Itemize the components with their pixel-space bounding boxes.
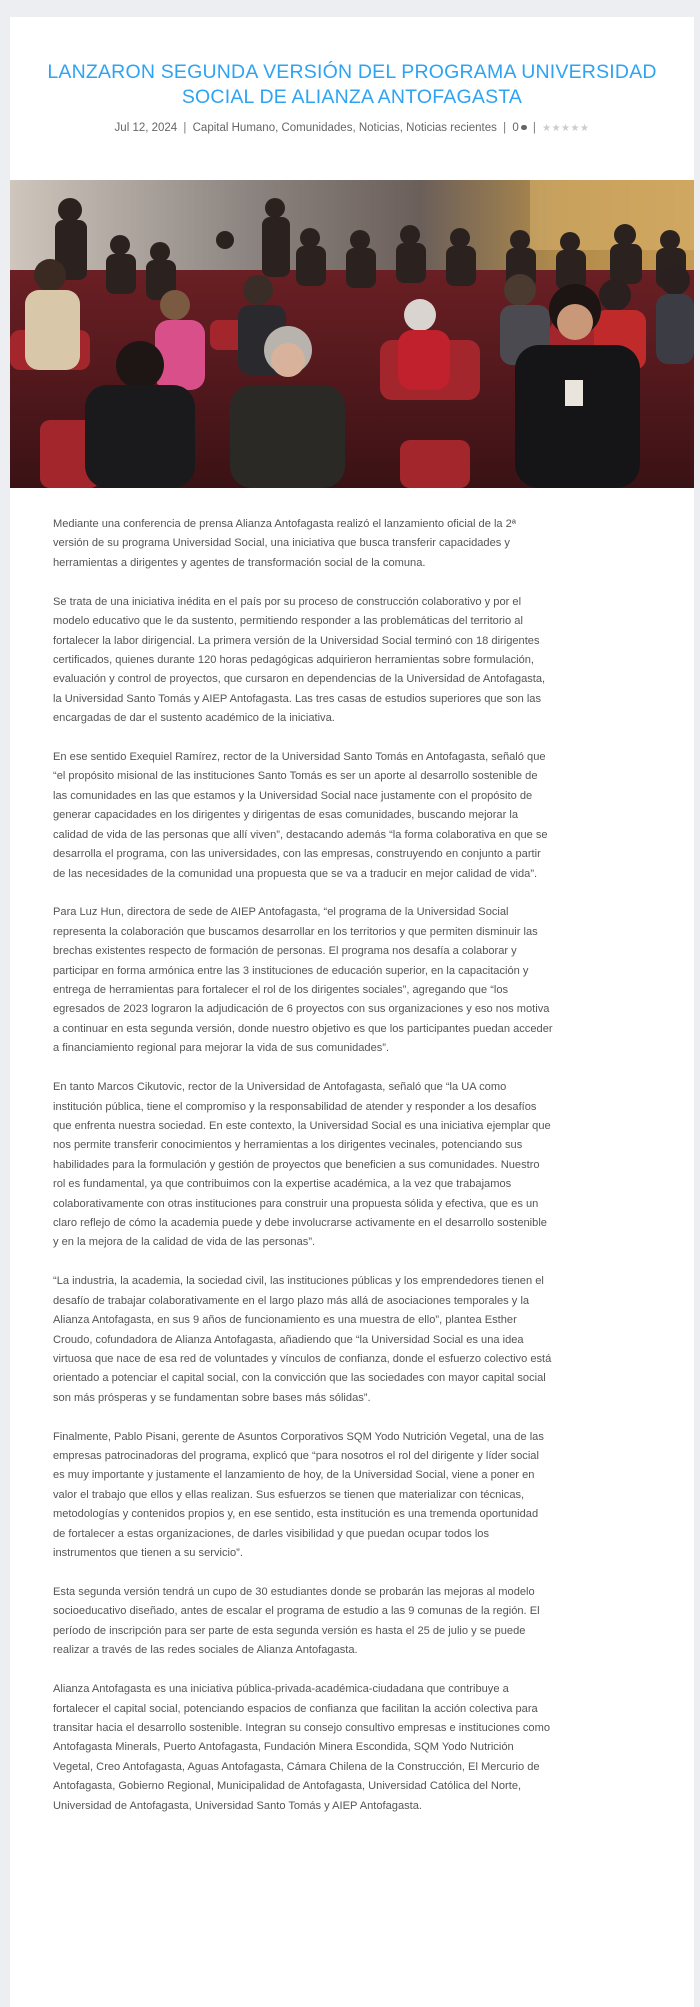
paragraph: En tanto Marcos Cikutovic, rector de la Universidad de Antofagasta, señaló que “la UA como institución pública, tiene el compromiso y la responsabilidad de atender y responder a los desafíos que enfrenta nuestra sociedad. En este contexto, la Universidad Social es una iniciativa ejemplar que nos permite transferir conocimientos y herramientas a los dirigentes vecinales, potenciando sus habilidades para la formulación y gestión de proyectos que beneficien a sus comunidades. Nuestro rol es fundamental, ya que contribuimos con la expertise académica, a la vez que trabajamos colaborativamente con otras instituciones para construir una propuesta sólida y efectiva, que es un claro reflejo de cómo la academia puede y debe involucrarse activamente en el desarrollo sostenible y en la mejora de la calidad de vida de las personas”. — [53, 1081, 551, 1249]
post-date: Jul 12, 2024 — [114, 122, 178, 134]
category-link-noticias-recientes[interactable]: Noticias recientes — [406, 122, 497, 134]
meta-separator: | — [532, 122, 536, 134]
paragraph: Mediante una conferencia de prensa Alianza Antofagasta realizó el lanzamiento oficial de la 2ª versión de su programa Universidad Social, una iniciativa que busca transferir capacidades y herramientas a dirigentes y agentes de transformación social de la comuna. — [53, 518, 516, 569]
category-link-comunidades[interactable]: Comunidades — [281, 122, 353, 134]
paragraph: Se trata de una iniciativa inédita en el país por su proceso de construcción colaborativo y por el modelo educativo que le da sustento, permitiendo responder a las problemáticas del territorio al fortalecer la labor dirigencial. La primera versión de la Universidad Social terminó con 18 dirigentes certificados, quienes durante 120 horas pedagógicas adquirieron herramientas sobre formulación, evaluación y control de proyectos, que cursaron en dependencias de la Universidad de Antofagasta, la Universidad Santo Tomás y AIEP Antofagasta. Las tres casas de estudios superiores que son las encargadas de dar el sustento académico de la iniciativa. — [53, 595, 546, 725]
post-title: LANZARON SEGUNDA VERSIÓN DEL PROGRAMA UNIVERSIDAD SOCIAL DE ALIANZA ANTOFAGASTA — [47, 61, 657, 108]
audience-photo — [10, 180, 694, 488]
paragraph: Para Luz Hun, directora de sede de AIEP Antofagasta, “el programa de la Universidad Social representa la colaboración que buscamos desarrollar en los territorios y que permiten disminuir las brechas existentes respecto de formación de personas. El programa nos desafía a colaborar y participar en forma armónica entre las 3 instituciones de educación superior, en la capacitación y entrega de herramientas para fortalecer el rol de los dirigentes sociales”, agregando que “los egresados de 2023 lograron la adjudicación de 6 proyectos con sus organizaciones y eso nos motiva a continuar en esta segunda versión, donde nuestro objetivo es que los participantes puedan acceder a financiamiento regional para mejorar la vida de sus comunidades”. — [53, 906, 553, 1055]
paragraph: Esta segunda versión tendrá un cupo de 30 estudiantes donde se probarán las mejoras al modelo socioeducativo diseñado, antes de escalar el programa de estudio a las 9 comunas de la región. El período de inscripción para ser parte de esta segunda versión es hasta el 25 de julio y se puede realizar a través de las redes sociales de Alianza Antofagasta. — [53, 1586, 540, 1657]
post-content — [53, 515, 553, 1835]
comments-link[interactable] — [512, 122, 526, 134]
meta-separator: | — [503, 122, 507, 134]
featured-image — [10, 180, 694, 488]
paragraph: Finalmente, Pablo Pisani, gerente de Asuntos Corporativos SQM Yodo Nutrición Vegetal, una de las empresas patrocinadoras del programa, explicó que “para nosotros el rol del dirigente y líder social es muy importante y justamente el lanzamiento de hoy, de la Universidad Social, viene a poner en valor el trabajo que ellos y ellas realizan. Sus esfuerzos se tienen que materializar con técnicas, metodologías y contenidos propios y, en ese sentido, esta institución es una tremenda oportunidad de fortalecer a estas organizaciones, de darles visibilidad y que puedan ocupar todos los instrumentos que tienen a su servicio”. — [53, 1430, 544, 1560]
paragraph: Alianza Antofagasta es una iniciativa pública-privada-académica-ciudadana que contribuye a fortalecer el capital social, potenciando espacios de confianza que facilitan la acción colectiva para transitar hacia el desarrollo sostenible. Integran su consejo consultivo empresas e instituciones como Antofagasta Minerals, Puerto Antofagasta, Fundación Minera Escondida, SQM Yodo Nutrición Vegetal, Creo Antofagasta, Aguas Antofagasta, Cámara Chilena de la Construcción, El Mercurio de Antofagasta, Gobierno Regional, Municipalidad de Antofagasta, Universidad Católica del Norte, Universidad de Antofagasta, Universidad Santo Tomás y AIEP Antofagasta. — [53, 1683, 551, 1812]
category-link-noticias[interactable]: Noticias — [358, 122, 400, 134]
category-link-capital-humano[interactable]: Capital Humano — [192, 122, 276, 134]
article-card — [10, 17, 694, 2007]
post-meta: Jul 12, 2024 | Capital Humano, Comunidades, Noticias, Noticias recientes | 0 | ★★★★★ — [114, 122, 590, 134]
paragraph: “La industria, la academia, la sociedad civil, las instituciones públicas y los emprendedores tienen el desafío de trabajar colaborativamente en el largo plazo más allá de asociaciones temporales y la Alianza Antofagasta, en sus 9 años de funcionamiento es una muestra de ello”, plantea Esther Croudo, cofundadora de Alianza Antofagasta, añadiendo que “la Universidad Social es una idea virtuosa que nace de esa red de voluntades y vínculos de confianza, donde el esfuerzo colectivo está orientado a potenciar el capital social, con la convicción que las sociedades con mayor capital social son más prósperas y se fundamentan sobre bases más sólidas”. — [53, 1275, 552, 1404]
comments-count: 0 — [512, 122, 519, 134]
meta-separator: | — [183, 122, 187, 134]
paragraph: En ese sentido Exequiel Ramírez, rector de la Universidad Santo Tomás en Antofagasta, señaló que “el propósito misional de las instituciones Santo Tomás es ser un aporte al desarrollo sostenible de las comunidades en las que estamos y la Universidad Social nace justamente con el propósito de generar capacidades en los dirigentes y dirigentas de esas comunidades, buscando mejorar la calidad de vida de las personas que allí viven”, destacando además “la forma colaborativa en que se desarrolla el programa, con las universidades, con las empresas, construyendo en conjunto a partir de las necesidades de la comunidad una propuesta que se va a traducir en mejor calidad de vida”. — [53, 751, 548, 880]
comment-icon — [521, 125, 527, 130]
rating-stars[interactable]: ★★★★★ — [542, 123, 590, 134]
